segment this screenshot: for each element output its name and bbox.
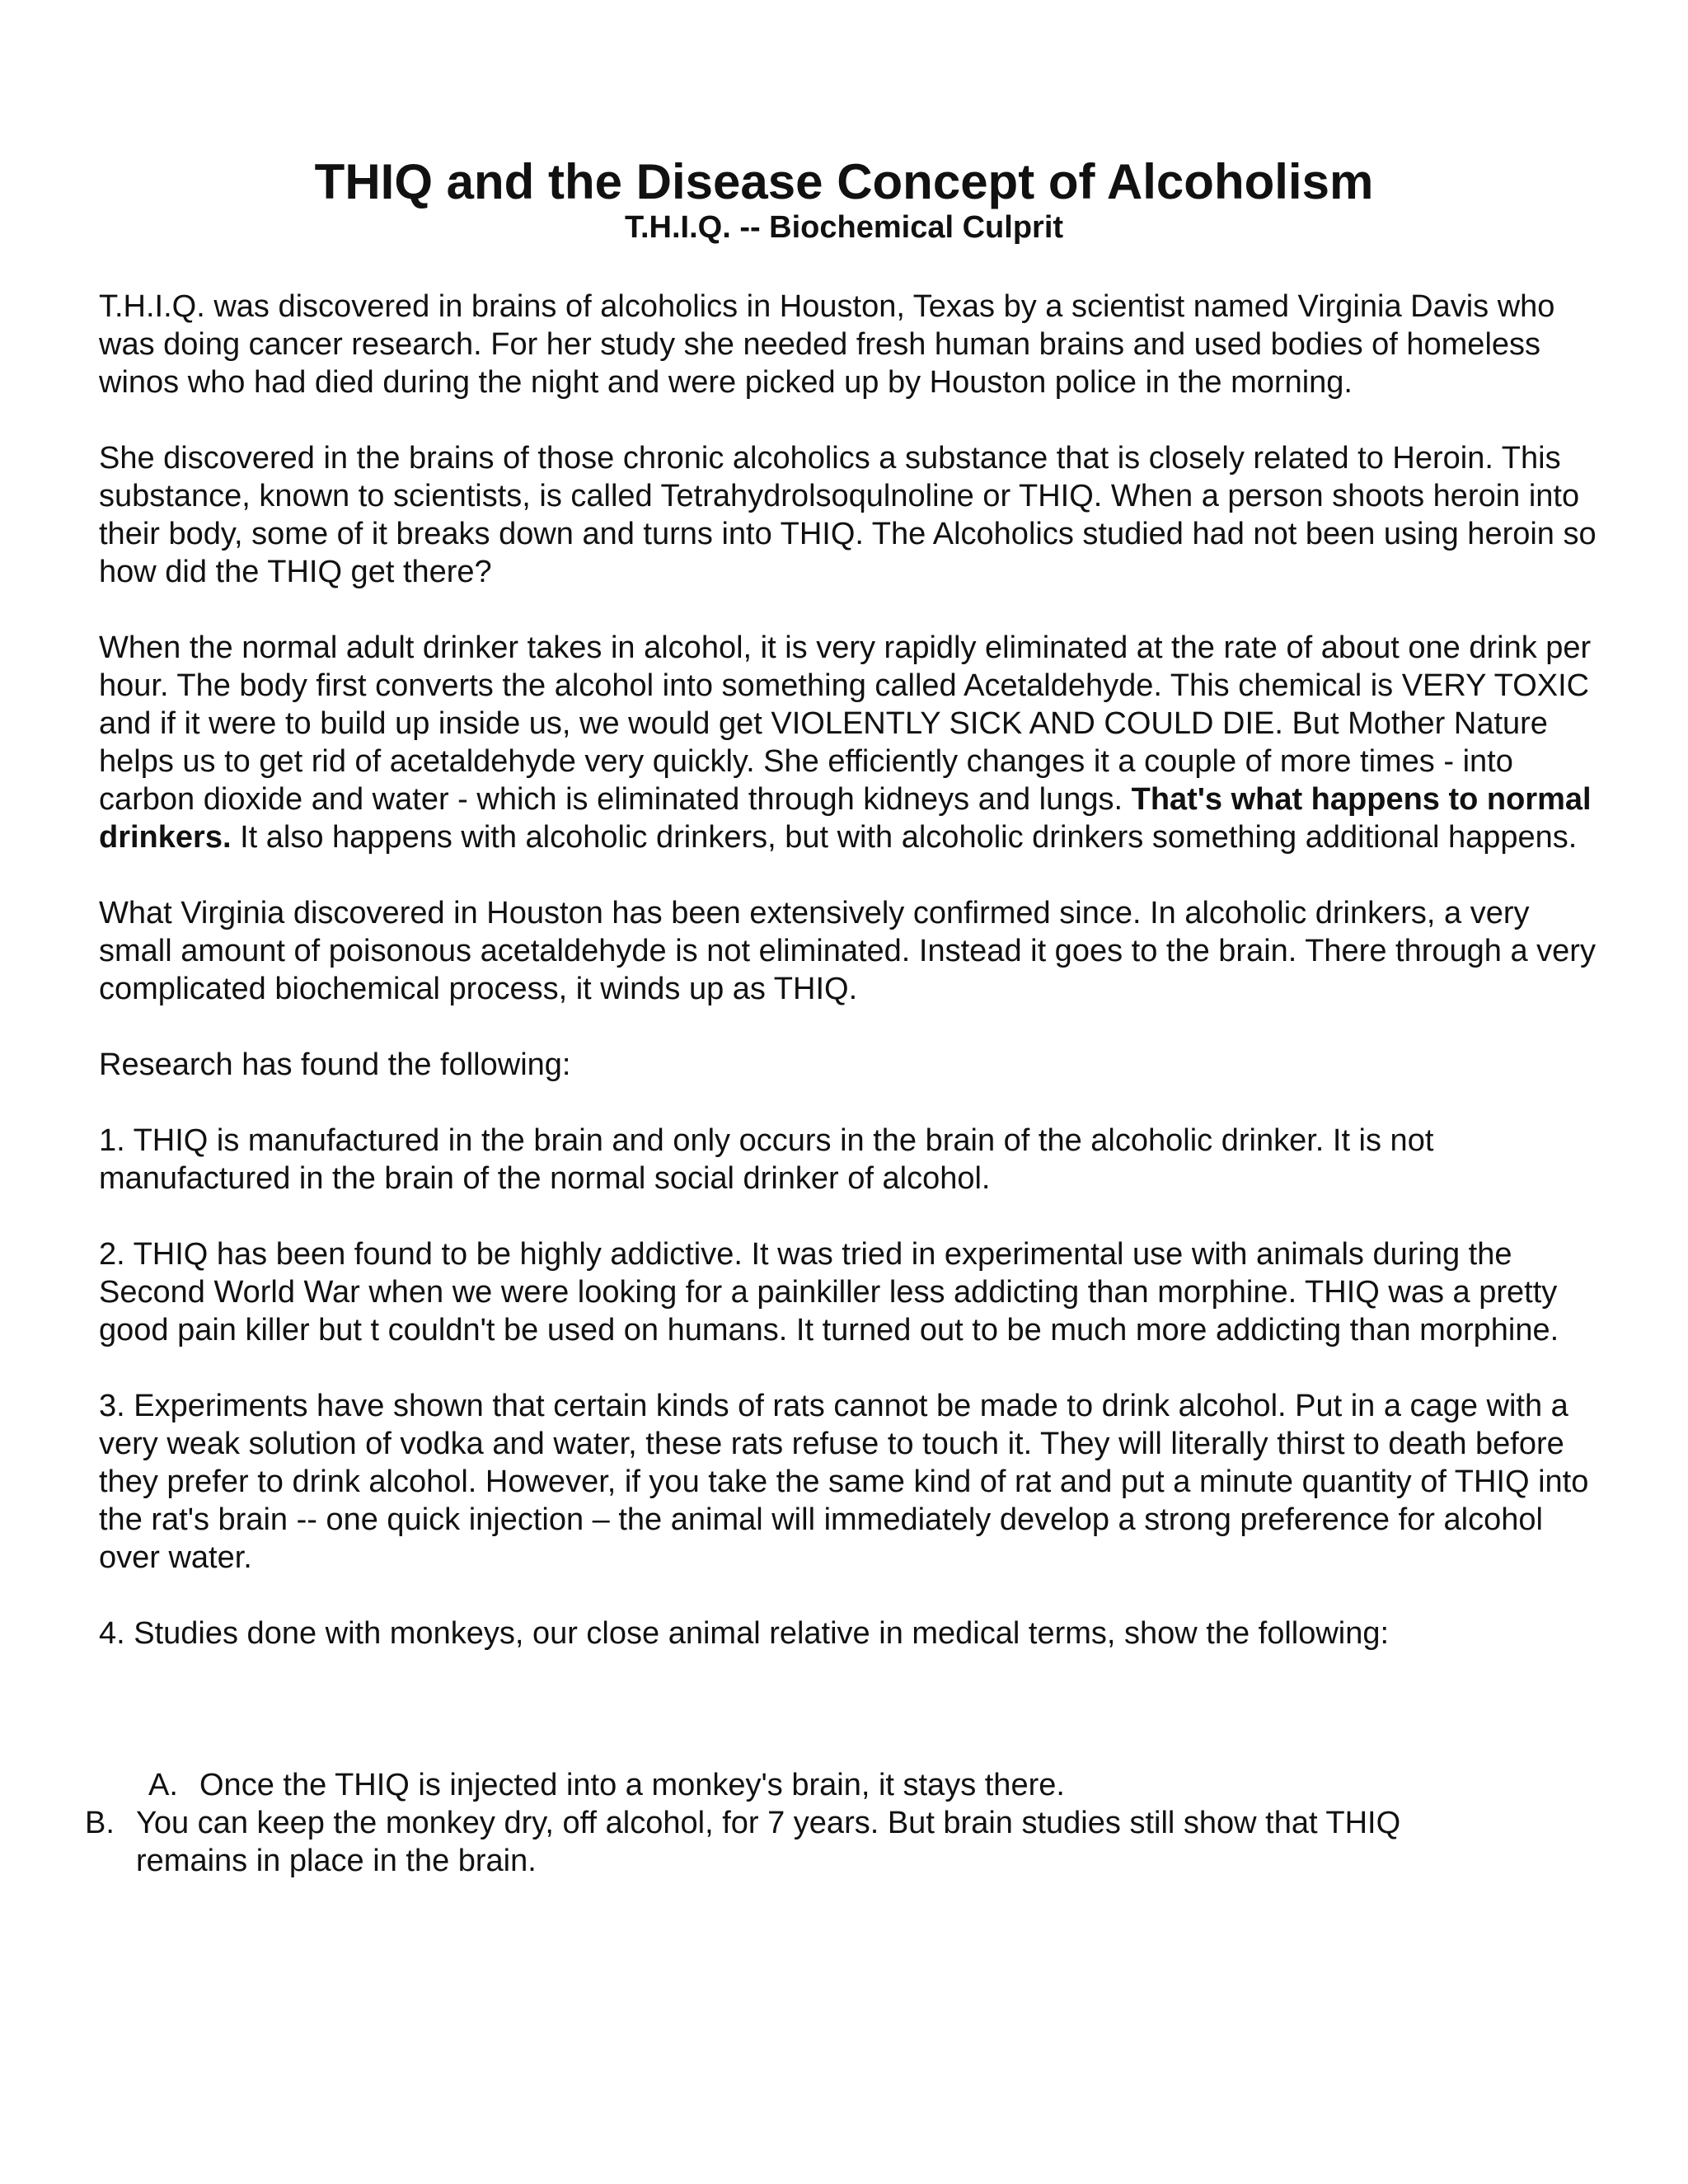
finding-item-3: 3. Experiments have shown that certain kinds of rats cannot be made to drink alcohol. Put in a cage with a very weak solution of vodka and water, these rats refuse to touch it. They will literally thirst to death before they prefer to drink alcohol. However, if you take the same kind of rat and put a minute quantity of THIQ into the rat's brain -- one quick injection – the animal will immediately develop a strong preference for alcohol over water. xyxy=(99,1389,1589,1575)
sublist-marker-a: A. xyxy=(148,1768,178,1802)
paragraph-research-intro: Research has found the following: xyxy=(99,1047,571,1082)
sublist-text-a: Once the THIQ is injected into a monkey's brain, it stays there. xyxy=(199,1768,1065,1802)
sublist-item-a xyxy=(148,1766,1065,1804)
paragraph-discovery: T.H.I.Q. was discovered in brains of alcoholics in Houston, Texas by a scientist named Virginia Davis who was doing cancer research. For her study she needed fresh human brains and used bodies of homeless winos who had died during the night and were picked up by Houston police in the morning. xyxy=(99,289,1555,400)
paragraph-normal-drinker-main: When the normal adult drinker takes in alcohol, it is very rapidly eliminated at the rate of about one drink per hour. The body first converts the alcohol into something called Acetaldehyde. This chemical is VERY TOXIC and if it were to build up inside us, we would get VIOLENTLY SICK AND COULD DIE. But Mother Nature helps us to get rid of acetaldehyde very quickly. She efficiently changes it a couple of more times - into carbon dioxide and water - which is eliminated through kidneys and lungs. xyxy=(99,630,1592,817)
paragraph-confirmation: What Virginia discovered in Houston has been extensively confirmed since. In alcoholic drinkers, a very small amount of poisonous acetaldehyde is not eliminated. Instead it goes to the brain. There through a very complicated biochemical process, it winds up as THIQ. xyxy=(99,896,1596,1006)
emphasis-normal-drinkers: That's what happens to normal drinkers. xyxy=(99,782,1592,855)
paragraph-normal-drinker-end: It also happens with alcoholic drinkers, but with alcoholic drinkers something additional happens. xyxy=(240,820,1578,855)
paragraph-normal-drinker xyxy=(99,629,1607,856)
sublist-text-b: You can keep the monkey dry, off alcohol, for 7 years. But brain studies still show that THIQ remains in place in the brain. xyxy=(136,1806,1401,1878)
sublist-item-b xyxy=(85,1804,1519,1880)
document-title: THIQ and the Disease Concept of Alcoholism xyxy=(314,154,1374,209)
document-subtitle: T.H.I.Q. -- Biochemical Culprit xyxy=(624,210,1064,245)
sublist-marker-b: B. xyxy=(85,1806,115,1840)
finding-item-1: 1. THIQ is manufactured in the brain and only occurs in the brain of the alcoholic drinker. It is not manufactured in the brain of the normal social drinker of alcohol. xyxy=(99,1123,1434,1196)
finding-item-4: 4. Studies done with monkeys, our close animal relative in medical terms, show the following: xyxy=(99,1616,1390,1651)
finding-item-2: 2. THIQ has been found to be highly addictive. It was tried in experimental use with animals during the Second World War when we were looking for a painkiller less addicting than morphine. THIQ was a pretty good pain killer but t couldn't be used on humans. It turned out to be much more addicting than morphine. xyxy=(99,1237,1559,1347)
document-body xyxy=(99,288,1607,1652)
paragraph-heroin: She discovered in the brains of those chronic alcoholics a substance that is closely related to Heroin. This substance, known to scientists, is called Tetrahydrolsoqulnoline or THIQ. When a person shoots heroin into their body, some of it breaks down and turns into THIQ. The Alcoholics studied had not been using heroin so how did the THIQ get there? xyxy=(99,441,1597,589)
